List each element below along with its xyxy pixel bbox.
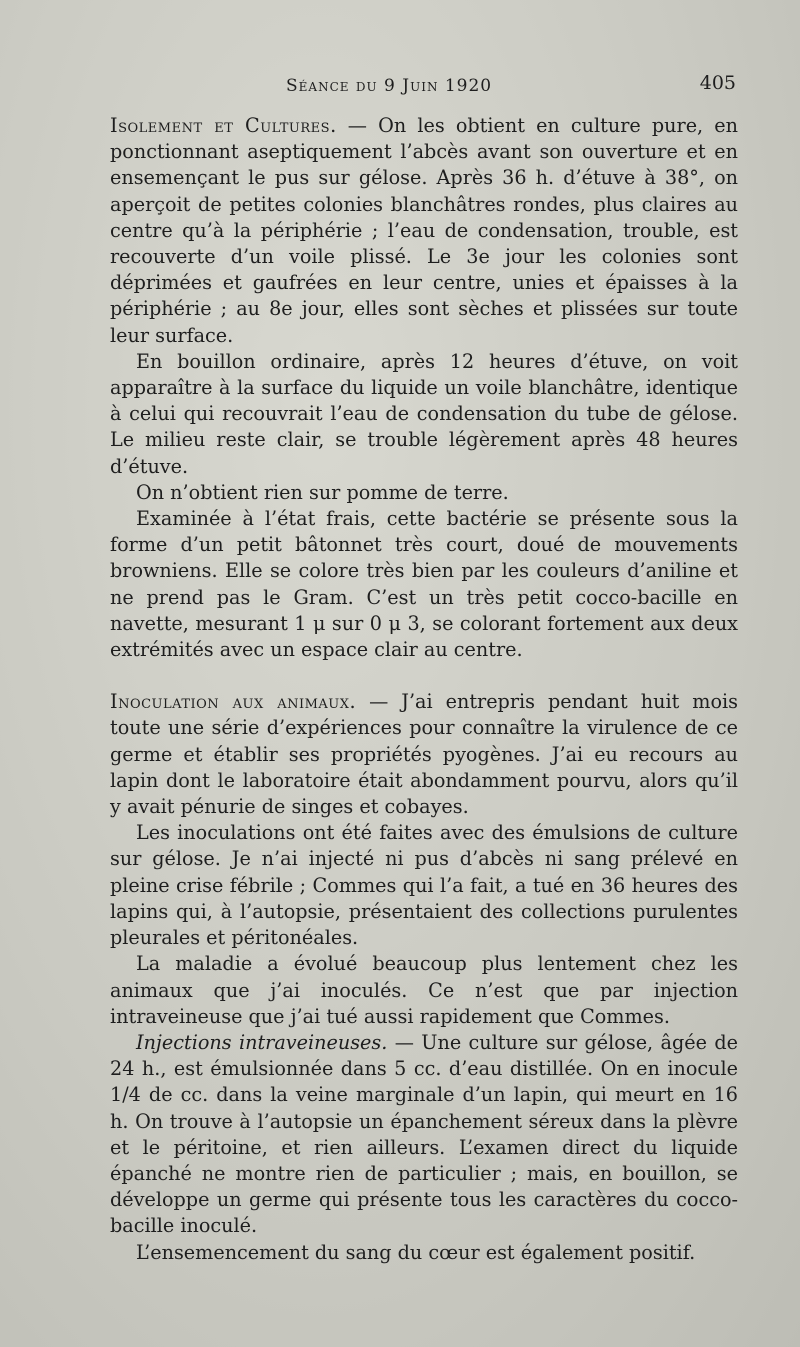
paragraph-inoculation	[110, 689, 738, 820]
page-number: 405	[699, 72, 736, 94]
paragraph-text: — Une culture sur gélose, âgée de 24 h., est émulsionnée dans 5 cc. d’eau distillée. On en inocule 1/4 de cc. dans la veine marginale d’un lapin, qui meurt en 16 h. On trouve à l’autopsie un épanchement séreux dans la plèvre et le péritoine, et rien ailleurs. L’examen direct du liquide épanché ne montre rien de particulier ; mais, en bouillon, se développe un germe qui présente tous les caractères du cocco-bacille inoculé.	[110, 1030, 738, 1238]
paragraph-maladie	[110, 951, 738, 1030]
subheading-injections: Injections intraveineuses.	[136, 1030, 388, 1054]
paragraph-text: L’ensemencement du sang du cœur est également positif.	[136, 1240, 696, 1264]
paragraph-examen	[110, 506, 738, 663]
paragraph-text: On n’obtient rien sur pomme de terre.	[136, 480, 509, 504]
paragraph-pomme	[110, 480, 738, 506]
section-heading-cultures: Isolement et Cultures.	[110, 114, 337, 137]
paragraph-text: — J’ai entrepris pendant huit mois toute une série d’expériences pour connaître la virulence de ce germe et établir ses propriétés pyogènes. J’ai eu recours au lapin dont le laboratoire était abondamment pourvu, alors qu’il y avait pénurie de singes et cobayes.	[110, 690, 738, 819]
paragraph-text: En bouillon ordinaire, après 12 heures d’étuve, on voit apparaître à la surface du liquide un voile blanchâtre, identique à celui qui recouvrait l’eau de condensation du tube de gélose. Le milieu reste clair, se trouble légèrement après 48 heures d’étuve.	[110, 349, 738, 478]
section-heading-inoculation: Inoculation aux animaux.	[110, 690, 357, 714]
paragraph-text: — On les obtient en culture pure, en ponctionnant aseptiquement l’abcès avant son ouverture et en ensemençant le pus sur gélose. Après 36 h. d’étuve à 38°, on aperçoit de petites colonies blanchâtres rondes, plus claires au centre qu’à la périphérie ; l’eau de condensation, trouble, est recouverte d’un voile plissé. Le 3e jour les colonies sont déprimées et gaufrées en leur centre, unies et épaisses à la périphérie ; au 8e jour, elles sont sèches et plissées sur toute leur surface.	[110, 114, 738, 347]
paragraph-text: La maladie a évolué beaucoup plus lentement chez les animaux que j’ai inoculés. Ce n’est que par injection intraveineuse que j’ai tué aussi rapidement que Commes.	[110, 952, 738, 1028]
body-text	[110, 113, 738, 1266]
paragraph-cultures	[110, 113, 738, 349]
paragraph-sang	[110, 1240, 738, 1266]
running-title: Séance du 9 Juin 1920	[286, 76, 493, 96]
page-header	[110, 72, 736, 102]
paragraph-bouillon	[110, 349, 738, 480]
paragraph-injections	[110, 1030, 738, 1240]
paragraph-inoculations	[110, 820, 738, 951]
paragraph-text: Les inoculations ont été faites avec des émulsions de culture sur gélose. Je n’ai injecté ni pus d’abcès ni sang prélevé en pleine crise fébrile ; Commes qui l’a fait, a tué en 36 heures des lapins qui, à l’autopsie, présentaient des collections purulentes pleurales et péritonéales.	[110, 821, 738, 950]
paragraph-text: Examinée à l’état frais, cette bactérie se présente sous la forme d’un petit bâtonnet très court, doué de mouvements browniens. Elle se colore très bien par les couleurs d’aniline et ne prend pas le Gram. C’est un très petit cocco-bacille en navette, mesurant 1 μ sur 0 μ 3, se colorant fortement aux deux extrémités avec un espace clair au centre.	[110, 507, 738, 662]
